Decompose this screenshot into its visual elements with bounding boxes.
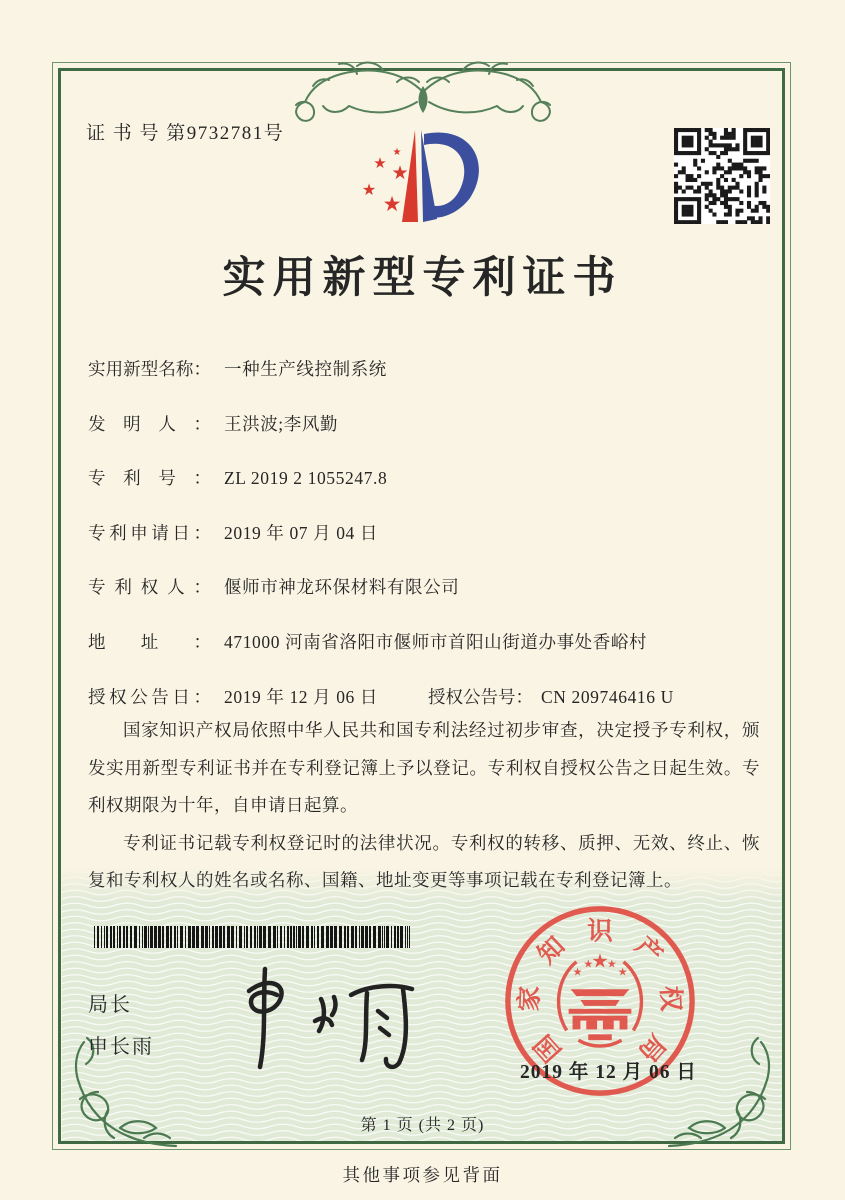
- cnipa-logo-icon: [352, 120, 532, 238]
- grant-number-pair: [428, 684, 674, 709]
- field-label: 发明人：: [88, 413, 211, 434]
- field-label: 地址：: [88, 631, 211, 652]
- field-row: [88, 356, 778, 411]
- seal-char: 国: [528, 1028, 567, 1068]
- field-value: CN 209746416 U: [541, 686, 674, 707]
- page-number: 第 1 页 (共 2 页): [360, 1117, 485, 1134]
- seal-char: 权: [655, 985, 686, 1012]
- field-row: [88, 411, 778, 466]
- seal-char: 局: [633, 1028, 672, 1068]
- star-icon: ★: [391, 163, 409, 184]
- field-label: 授权公告日：: [88, 686, 211, 707]
- director-title: 局长: [88, 994, 132, 1016]
- star-icon: ★: [583, 958, 594, 971]
- field-value: 2019 年 07 月 04 日: [224, 522, 378, 543]
- field-value: 2019 年 12 月 06 日: [224, 686, 378, 707]
- field-row: [88, 574, 778, 629]
- back-side-note: 其他事项参见背面: [342, 1165, 503, 1185]
- field-label: 专利号：: [88, 468, 211, 489]
- star-icon: ★: [591, 951, 609, 973]
- certificate-number: 证 书 号 第9732781号: [86, 123, 285, 144]
- seal-char: 产: [629, 931, 669, 970]
- field-label: 实用新型名称：: [88, 359, 211, 379]
- field-row: [88, 629, 778, 684]
- seal-char: 识: [587, 916, 613, 946]
- national-emblem-icon: [559, 952, 642, 1046]
- star-icon: ★: [361, 182, 377, 199]
- qr-code: [674, 128, 770, 224]
- field-value: 王洪波;李风勤: [224, 413, 339, 434]
- legal-paragraph: 国家知识产权局依照中华人民共和国专利法经过初步审查，决定授予专利权，颁发实用新型专利证书并在专利登记簿上予以登记。专利权自授权公告之日起生效。专利权期限为十年，自申请日起算。: [88, 720, 760, 815]
- field-value: 一种生产线控制系统: [224, 359, 387, 379]
- barcode: [94, 926, 416, 948]
- star-icon: ★: [606, 958, 617, 971]
- legal-text: [88, 712, 760, 900]
- seal-date: 2019 年 12 月 06 日: [520, 1062, 697, 1083]
- field-value: ZL 2019 2 1055247.8: [224, 468, 388, 489]
- field-list: [88, 356, 778, 738]
- page-title: 实用新型专利证书: [222, 255, 623, 302]
- legal-paragraph: 专利证书记载专利权登记时的法律状况。专利权的转移、质押、无效、终止、恢复和专利权人的姓名或名称、国籍、地址变更等事项记载在专利登记簿上。: [88, 832, 760, 890]
- signature-handwriting: [235, 963, 430, 1071]
- seal-char: 家: [514, 985, 545, 1012]
- field-row: [88, 520, 778, 575]
- star-icon: ★: [392, 147, 402, 158]
- field-label: 授权公告号：: [428, 686, 533, 707]
- star-icon: ★: [617, 966, 628, 979]
- field-row: [88, 465, 778, 520]
- field-label: 专利申请日：: [88, 522, 211, 543]
- director-name: 申长雨: [88, 1036, 154, 1058]
- star-icon: ★: [382, 192, 402, 216]
- star-icon: ★: [373, 156, 387, 172]
- star-icon: ★: [572, 966, 583, 979]
- seal-char: 知: [531, 931, 571, 970]
- field-value: 471000 河南省洛阳市偃师市首阳山街道办事处香峪村: [224, 631, 648, 652]
- field-label: 专利权人：: [88, 577, 211, 598]
- field-value: 偃师市神龙环保材料有限公司: [224, 577, 460, 598]
